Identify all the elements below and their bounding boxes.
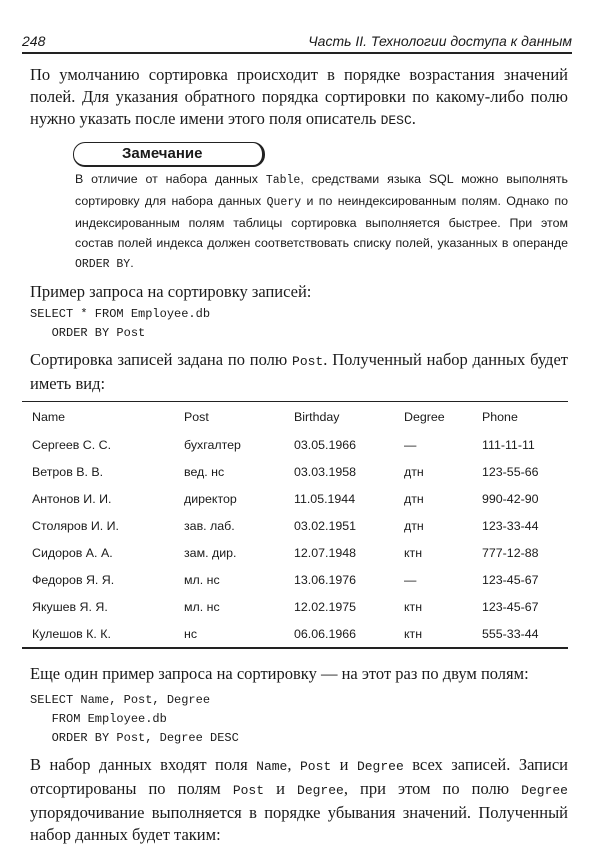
text: Сортировка записей задана по полю	[30, 350, 293, 369]
table-cell: вед. нс	[184, 464, 225, 479]
code: Post	[299, 759, 332, 774]
code: Post	[292, 354, 324, 369]
column-header: Degree	[404, 409, 445, 424]
table-row	[22, 485, 568, 512]
table-row	[22, 620, 568, 648]
code-line: ORDER BY Post	[30, 326, 146, 340]
text: упорядочивание выполняется в порядке убывания значений. Полученный набор данных будет таким:	[30, 803, 568, 844]
code: Post	[232, 783, 265, 798]
example2-code	[30, 691, 568, 748]
text: и	[264, 779, 298, 798]
example1-intro: Пример запроса на сортировку записей:	[30, 282, 312, 301]
text: и	[331, 755, 357, 774]
table-cell: 03.02.1951	[294, 518, 357, 533]
paragraph-result-intro	[30, 349, 568, 395]
code: Degree	[356, 759, 404, 774]
table-row	[22, 539, 568, 566]
code: Degree	[297, 783, 344, 798]
code: Name	[256, 759, 288, 774]
text: , средствами языка SQL можно выполнять сортировку для набора данных	[75, 172, 568, 208]
text: По умолчанию сортировка происходит в порядке возрастания значений полей. Для указания обратного порядка сортировки по какому-либо полю нужно указать после имени этого поля описатель	[30, 65, 568, 128]
table-cell: Столяров И. И.	[32, 518, 119, 533]
page-content	[30, 64, 568, 846]
text: .	[130, 256, 134, 270]
text: .	[411, 109, 416, 128]
table-cell: 12.07.1948	[294, 545, 357, 560]
code-line: FROM Employee.db	[30, 712, 167, 726]
table-header-row	[22, 402, 568, 432]
table-cell: 123-45-67	[482, 572, 539, 587]
table-cell: дтн	[404, 518, 424, 533]
table-cell: зам. дир.	[184, 545, 237, 560]
table-cell: 123-33-44	[482, 518, 539, 533]
result-table	[22, 401, 568, 649]
table-cell: 123-55-66	[482, 464, 539, 479]
table-cell: мл. нс	[184, 572, 220, 587]
table-cell: Федоров Я. Я.	[32, 572, 115, 587]
column-header: Phone	[482, 409, 518, 424]
example2-intro: Еще один пример запроса на сортировку — на этот раз по двум полям:	[30, 664, 529, 683]
code-line: ORDER BY Post, Degree DESC	[30, 731, 239, 745]
code-line: SELECT Name, Post, Degree	[30, 693, 211, 707]
table-cell: Сидоров А. А.	[32, 545, 113, 560]
text: В набор данных входят поля	[30, 755, 257, 774]
table-cell: 123-45-67	[482, 599, 539, 614]
table-cell: Антонов И. И.	[32, 491, 112, 506]
table-cell: 12.02.1975	[294, 599, 357, 614]
table-cell: ктн	[404, 545, 423, 560]
code: Degree	[521, 783, 568, 798]
note-text	[75, 169, 568, 275]
table-cell: 06.06.1966	[294, 626, 357, 641]
table-cell: 03.03.1958	[294, 464, 357, 479]
table-cell: 03.05.1966	[294, 437, 357, 452]
column-header: Name	[32, 409, 66, 424]
code: Table	[265, 174, 301, 187]
table-cell: зав. лаб.	[184, 518, 235, 533]
table-cell: ктн	[404, 626, 423, 641]
table-cell: 13.06.1976	[294, 572, 357, 587]
example1-code	[30, 305, 568, 343]
text: ,	[287, 755, 300, 774]
table-cell: 990-42-90	[482, 491, 539, 506]
table-cell: бухгалтер	[184, 437, 241, 452]
table-row	[22, 593, 568, 620]
text: , при этом по полю	[343, 779, 522, 798]
text: . Полученный набор данных будет иметь вид:	[30, 350, 568, 393]
table-cell: Сергеев С. С.	[32, 437, 112, 452]
table-cell: 111-11-11	[482, 437, 535, 452]
code: Query	[266, 196, 302, 209]
running-header	[22, 30, 572, 54]
table-cell: Ветров В. В.	[32, 464, 104, 479]
table-cell: дтн	[404, 464, 424, 479]
column-header: Birthday	[294, 409, 340, 424]
table-row	[22, 458, 568, 485]
table-cell: Кулешов К. К.	[32, 626, 111, 641]
note-title-box	[73, 142, 265, 167]
table-cell: Якушев Я. Я.	[32, 599, 108, 614]
text: В отличие от набора данных	[75, 172, 266, 186]
table-row	[22, 566, 568, 593]
table-cell: 11.05.1944	[294, 491, 356, 506]
text: и по неиндексированным полям. Однако по индексированным полям таблицы сортировка выполняется быстрее. При этом состав полей индекса должен соответствовать списку полей, указанных в операнде	[75, 194, 568, 250]
table-cell: 777-12-88	[482, 545, 539, 560]
running-title: Часть II. Технологии доступа к данным	[308, 33, 572, 49]
table-cell: дтн	[404, 491, 424, 506]
table-row	[22, 431, 568, 458]
table-cell: мл. нс	[184, 599, 220, 614]
code: ORDER BY	[75, 258, 131, 271]
note-title: Замечание	[122, 145, 203, 162]
table-cell: ктн	[404, 599, 423, 614]
table-cell: —	[404, 437, 417, 452]
column-header: Post	[184, 409, 209, 424]
table-cell: нс	[184, 626, 198, 641]
table-cell: 555-33-44	[482, 626, 539, 641]
table-cell: —	[404, 572, 417, 587]
code-desc: DESC	[380, 113, 412, 128]
table-row	[22, 512, 568, 539]
paragraph-two-field-sort	[30, 754, 568, 846]
paragraph-sort-default	[30, 64, 568, 132]
page-number: 248	[22, 33, 46, 49]
text: всех записей. Записи отсортированы по полям	[30, 755, 568, 798]
table-cell: директор	[184, 491, 237, 506]
code-line: SELECT * FROM Employee.db	[30, 307, 211, 321]
